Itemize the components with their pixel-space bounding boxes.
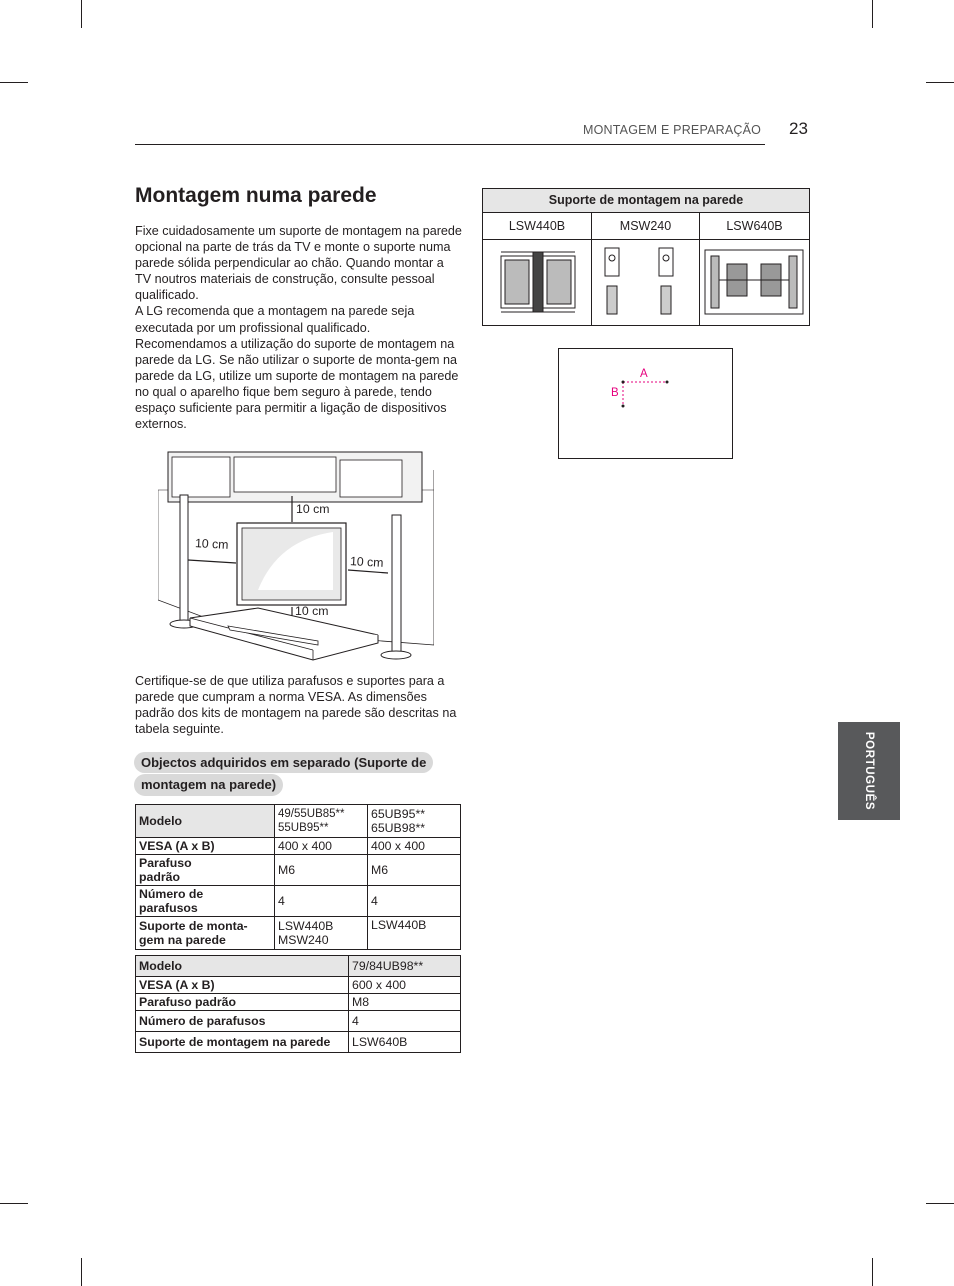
crop-mark (872, 1258, 873, 1286)
table1-vesa-a: 400 x 400 (275, 838, 368, 855)
bracket-model-3: LSW640B (700, 213, 809, 240)
table2-vesa-label: VESA (A x B) (136, 977, 349, 994)
vesa-label-b: B (611, 387, 619, 399)
lsw440b-image (501, 252, 575, 312)
crop-mark (81, 1258, 82, 1286)
bracket-table (482, 188, 810, 326)
table2-model-label: Modelo (136, 956, 349, 977)
table1-screw-a: M6 (275, 855, 368, 886)
header-rule (135, 144, 765, 145)
lsw640b-image (705, 250, 803, 314)
bracket-model-1: LSW440B (483, 213, 592, 240)
dimension-right: 10 cm (349, 554, 384, 570)
table1-model-label: Modelo (136, 805, 275, 838)
table2-screw: M8 (349, 994, 461, 1011)
table2-count-label: Número de parafusos (136, 1011, 349, 1032)
bracket-table-title: Suporte de montagem na parede (483, 189, 809, 213)
table1-vesa-b: 400 x 400 (368, 838, 461, 855)
table1-bracket-a: LSW440B MSW240 (275, 917, 368, 950)
table1-count-a: 4 (275, 886, 368, 917)
section-header: MONTAGEM E PREPARAÇÃO (583, 123, 762, 137)
table1-vesa-label: VESA (A x B) (136, 838, 275, 855)
dimension-bottom: 10 cm (295, 604, 329, 618)
crop-mark (926, 1203, 954, 1204)
table1-bracket-b: LSW440B (368, 917, 461, 950)
table1-count-label: Número de parafusos (136, 886, 275, 917)
vesa-table-2 (135, 955, 461, 1053)
page-title: Montagem numa parede (135, 184, 377, 207)
table2-vesa: 600 x 400 (349, 977, 461, 994)
crop-mark (926, 82, 954, 83)
crop-mark (81, 0, 82, 28)
dimension-top: 10 cm (296, 502, 330, 516)
crop-mark (872, 0, 873, 28)
subheading (134, 752, 446, 798)
bracket-model-2: MSW240 (592, 213, 700, 240)
crop-mark (0, 82, 28, 83)
language-tab-label: PORTUGUÊS (863, 731, 875, 811)
table1-count-b: 4 (368, 886, 461, 917)
table1-model-a: 49/55UB85** 55UB95** (275, 805, 368, 838)
table1-bracket-label: Suporte de monta- gem na parede (136, 917, 275, 950)
table1-screw-b: M6 (368, 855, 461, 886)
table2-bracket-label: Suporte de montagem na parede (136, 1032, 349, 1053)
subheading-line-2: montagem na parede) (134, 774, 283, 796)
crop-mark (0, 1203, 28, 1204)
table2-screw-label: Parafuso padrão (136, 994, 349, 1011)
vesa-arrows (615, 376, 675, 410)
vesa-label-a: A (640, 368, 648, 380)
subheading-line-1: Objectos adquiridos em separado (Suporte de (134, 752, 433, 773)
bracket-images (483, 240, 809, 325)
intro-paragraph: Fixe cuidadosamente um suporte de montagem na parede opcional na parte de trás da TV e monte o suporte numa parede sólida perpendicular ao chão. Quando montar a TV noutros materiais de construção, consulte pessoal qualificado. A LG recomenda que a montagem na parede seja executada por um profissional qualificado. Recomendamos a utilização do suporte de montagem na parede da LG. Se não utilizar o suporte de monta-gem na parede da LG, utilize um suporte de montagem na parede no qual o aparelho fique bem seguro à parede, tendo espaço suficiente para permitir a ligação de dispositivos externos. (135, 224, 462, 432)
table2-bracket: LSW640B (349, 1032, 461, 1053)
msw240-image (605, 248, 673, 314)
page-number: 23 (789, 119, 808, 138)
table1-model-b: 65UB95** 65UB98** (368, 805, 461, 838)
wall-mount-diagram (158, 450, 434, 666)
table1-screw-label: Parafuso padrão (136, 855, 275, 886)
vesa-note: Certifique-se de que utiliza parafusos e suportes para a parede que cumpram a norma VESA. As dimensões padrão dos kits de montagem na parede são descritas na tabela seguinte. (135, 674, 457, 737)
language-tab (838, 722, 900, 820)
table2-count: 4 (349, 1011, 461, 1032)
vesa-table-1 (135, 804, 461, 950)
table2-model: 79/84UB98** (349, 956, 461, 977)
dimension-left: 10 cm (194, 536, 229, 552)
